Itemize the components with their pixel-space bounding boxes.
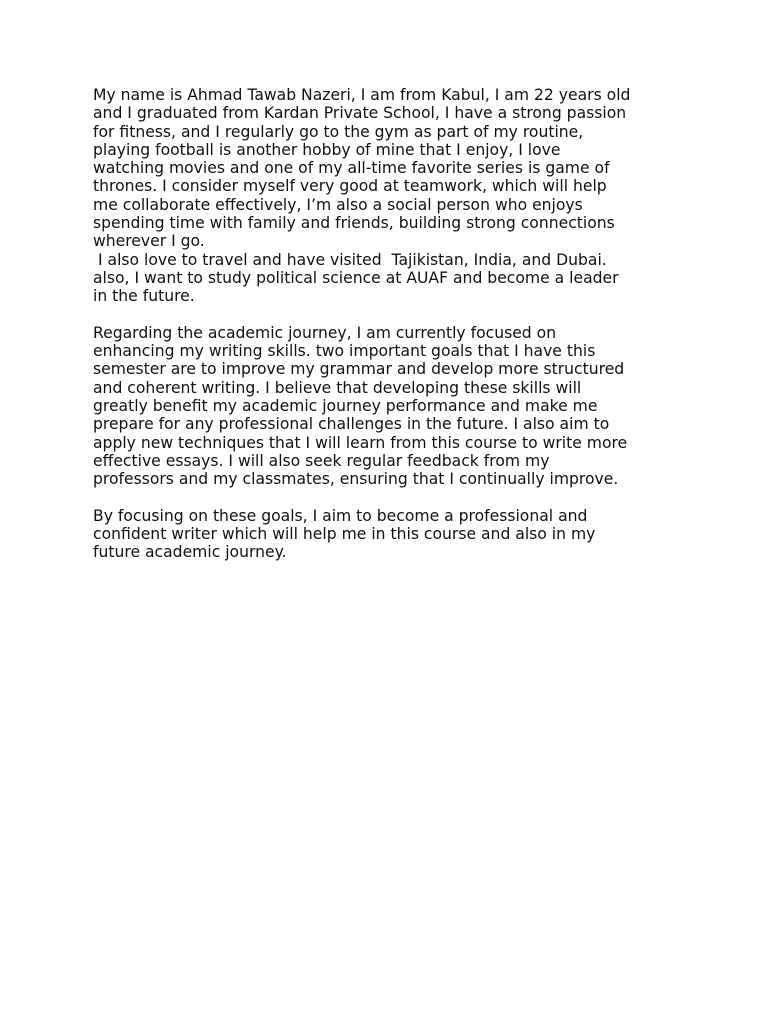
text-line: also, I want to study political science at AUAF and become a leader: [93, 268, 619, 287]
text-line: semester are to improve my grammar and develop more structured: [93, 360, 625, 379]
text-line: Regarding the academic journey, I am currently focused on: [93, 323, 557, 342]
text-line: confident writer which will help me in this course and also in my: [93, 525, 596, 544]
text-line: playing football is another hobby of mine that I enjoy, I love: [93, 140, 561, 159]
text-line: me collaborate effectively, I’m also a social person who enjoys: [93, 195, 583, 214]
paragraph-spacer: [93, 489, 693, 507]
text-line: effective essays. I will also seek regular feedback from my: [93, 451, 550, 470]
paragraph-conclusion: [93, 507, 693, 562]
text-line: thrones. I consider myself very good at teamwork, which will help: [93, 177, 607, 196]
text-line: professors and my classmates, ensuring that I continually improve.: [93, 470, 619, 489]
paragraph-introduction: [93, 86, 693, 306]
document-body: [93, 86, 693, 562]
text-line: future academic journey.: [93, 543, 287, 562]
text-line: watching movies and one of my all-time favorite series is game of: [93, 159, 610, 178]
text-line: in the future.: [93, 287, 195, 306]
text-line: My name is Ahmad Tawab Nazeri, I am from Kabul, I am 22 years old: [93, 86, 631, 104]
paragraph-academic-goals: [93, 324, 693, 489]
text-line: prepare for any professional challenges in the future. I also aim to: [93, 415, 610, 434]
text-line: and coherent writing. I believe that developing these skills will: [93, 378, 582, 397]
text-line: enhancing my writing skills. two important goals that I have this: [93, 342, 596, 361]
text-line: I also love to travel and have visited Tajikistan, India, and Dubai.: [93, 250, 607, 269]
text-line: wherever I go.: [93, 232, 205, 251]
text-line: spending time with family and friends, building strong connections: [93, 214, 615, 233]
text-line: greatly benefit my academic journey performance and make me: [93, 397, 598, 416]
text-line: apply new techniques that I will learn from this course to write more: [93, 433, 628, 452]
text-line: for fitness, and I regularly go to the gym as part of my routine,: [93, 122, 584, 141]
text-line: and I graduated from Kardan Private School, I have a strong passion: [93, 104, 627, 123]
text-line: By focusing on these goals, I aim to become a professional and: [93, 506, 588, 525]
paragraph-spacer: [93, 306, 693, 324]
